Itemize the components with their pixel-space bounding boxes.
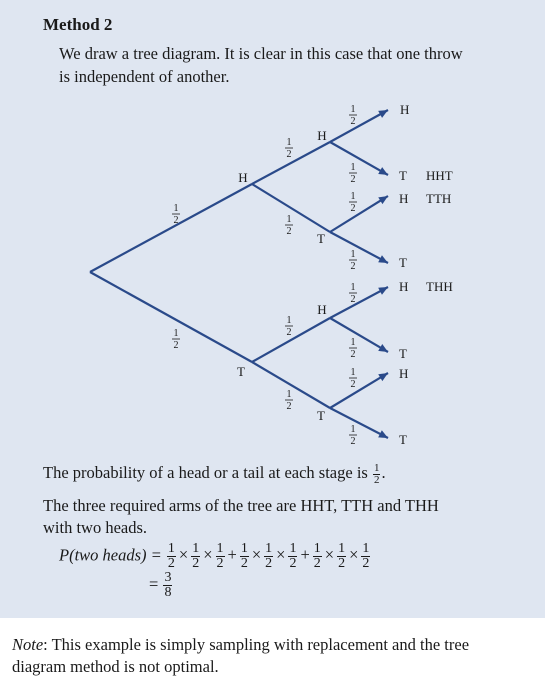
- tree-branch: [330, 110, 388, 142]
- fraction-numerator: 1: [313, 541, 321, 556]
- result-numerator: 3: [164, 570, 172, 585]
- branch-probability-numerator: 1: [350, 249, 356, 260]
- fraction-numerator: 1: [265, 541, 273, 556]
- branch-probability-numerator: 1: [286, 315, 292, 326]
- equation-fraction: [240, 542, 249, 571]
- stage2-label: H: [317, 128, 327, 143]
- probability-fraction: [373, 463, 381, 486]
- equation-result: [149, 571, 173, 600]
- branch-probability-numerator: 1: [350, 191, 356, 202]
- equation-fraction: [167, 542, 176, 571]
- branch-probability-numerator: 1: [173, 328, 179, 339]
- fraction-denominator: 2: [192, 556, 200, 571]
- result-denominator: 8: [164, 585, 172, 600]
- plus-sign: +: [300, 545, 310, 565]
- fraction-numerator: 1: [373, 461, 380, 474]
- branch-probability-denominator: 2: [173, 215, 179, 226]
- stage1-label: T: [237, 364, 245, 379]
- result-fraction: [163, 571, 172, 600]
- tree-branch: [330, 318, 388, 352]
- branch-probability-numerator: 1: [286, 214, 292, 225]
- stage2-label: T: [317, 408, 325, 423]
- fraction-denominator: 2: [373, 473, 380, 486]
- branch-probability-denominator: 2: [350, 436, 356, 447]
- branch-probability-denominator: 2: [350, 261, 356, 272]
- branch-probability-denominator: 2: [286, 401, 292, 412]
- fraction-denominator: 2: [289, 556, 297, 571]
- equation-fraction: [191, 542, 200, 571]
- stage3-label: H: [399, 366, 409, 381]
- branch-probability-denominator: 2: [286, 226, 292, 237]
- stage3-label: T: [399, 168, 407, 183]
- fraction-denominator: 2: [362, 556, 370, 571]
- note-line-2: diagram method is not optimal.: [12, 657, 219, 676]
- equation-fraction: [361, 542, 370, 571]
- stage2-label: H: [317, 302, 327, 317]
- equals-sign: =: [149, 574, 159, 594]
- branch-probability-numerator: 1: [286, 389, 292, 400]
- outcome-label: HHT: [426, 168, 453, 183]
- equation-lhs: P(two heads) =: [59, 545, 162, 565]
- stage3-label: H: [399, 279, 409, 294]
- equation-fraction: [337, 542, 346, 571]
- times-sign: ×: [276, 545, 286, 565]
- equation-fraction: [264, 542, 273, 571]
- tree-branch: [90, 184, 252, 272]
- branch-probability-numerator: 1: [350, 424, 356, 435]
- branch-probability-numerator: 1: [173, 203, 179, 214]
- times-sign: ×: [251, 545, 262, 565]
- branch-probability-numerator: 1: [350, 367, 356, 378]
- fraction-denominator: 2: [167, 556, 175, 571]
- stage3-label: T: [399, 432, 407, 447]
- required-arms-line-1: The three required arms of the tree are HHT, TTH and THH: [43, 496, 439, 515]
- outcome-label: THH: [426, 279, 453, 294]
- branch-probability-numerator: 1: [286, 137, 292, 148]
- fraction-numerator: 1: [289, 541, 297, 556]
- branch-probability-numerator: 1: [350, 282, 356, 293]
- tree-branch: [330, 142, 388, 175]
- probability-equation: [59, 542, 371, 571]
- fraction-denominator: 2: [313, 556, 321, 571]
- outcome-label: TTH: [426, 191, 452, 206]
- branch-probability-denominator: 2: [173, 340, 179, 351]
- times-sign: ×: [178, 545, 189, 565]
- fraction-numerator: 1: [338, 541, 346, 556]
- note-line-1: [12, 634, 469, 656]
- equation-fraction: [313, 542, 322, 571]
- times-sign: ×: [324, 545, 335, 565]
- fraction-numerator: 1: [240, 541, 248, 556]
- note-label: Note: [12, 635, 44, 654]
- branch-probability-numerator: 1: [350, 162, 356, 173]
- branch-probability-denominator: 2: [286, 327, 292, 338]
- intro-line-2: is independent of another.: [59, 67, 230, 86]
- tree-branch: [330, 373, 388, 408]
- fraction-numerator: 1: [362, 541, 370, 556]
- probability-text: The probability of a head or a tail at each stage is: [43, 463, 372, 482]
- branch-probability-denominator: 2: [350, 116, 356, 127]
- stage3-label: H: [399, 191, 409, 206]
- fraction-denominator: 2: [265, 556, 273, 571]
- branch-probability-denominator: 2: [350, 203, 356, 214]
- equation-fraction: [216, 542, 225, 571]
- fraction-numerator: 1: [192, 541, 200, 556]
- fraction-numerator: 1: [216, 541, 224, 556]
- tree-branch: [330, 232, 388, 263]
- fraction-denominator: 2: [338, 556, 346, 571]
- fraction-denominator: 2: [240, 556, 248, 571]
- branch-probability-denominator: 2: [350, 294, 356, 305]
- times-sign: ×: [349, 545, 359, 565]
- note-text-1: : This example is simply sampling with replacement and the tree: [43, 635, 470, 654]
- branch-probability-denominator: 2: [350, 379, 356, 390]
- tree-branch: [330, 196, 388, 232]
- tree-branch: [330, 408, 388, 438]
- branch-probability-numerator: 1: [350, 337, 356, 348]
- plus-sign: +: [227, 545, 237, 565]
- probability-statement: [43, 461, 386, 486]
- branch-probability-denominator: 2: [350, 174, 356, 185]
- intro-line-1: We draw a tree diagram. It is clear in this case that one throw: [59, 44, 463, 63]
- tree-branch: [330, 287, 388, 318]
- equation-fraction: [288, 542, 297, 571]
- stage3-label: T: [399, 255, 407, 270]
- required-arms-line-2: with two heads.: [43, 518, 148, 537]
- times-sign: ×: [203, 545, 213, 565]
- stage3-label: T: [399, 346, 407, 361]
- tree-branch: [90, 272, 252, 362]
- branch-probability-denominator: 2: [286, 149, 292, 160]
- branch-probability-numerator: 1: [350, 104, 356, 115]
- branch-probability-denominator: 2: [350, 349, 356, 360]
- stage3-label: H: [400, 102, 410, 117]
- stage2-label: T: [317, 231, 325, 246]
- stage1-label: H: [238, 170, 248, 185]
- fraction-numerator: 1: [167, 541, 175, 556]
- method-heading: Method 2: [43, 15, 113, 34]
- period: .: [381, 463, 386, 482]
- fraction-denominator: 2: [216, 556, 224, 571]
